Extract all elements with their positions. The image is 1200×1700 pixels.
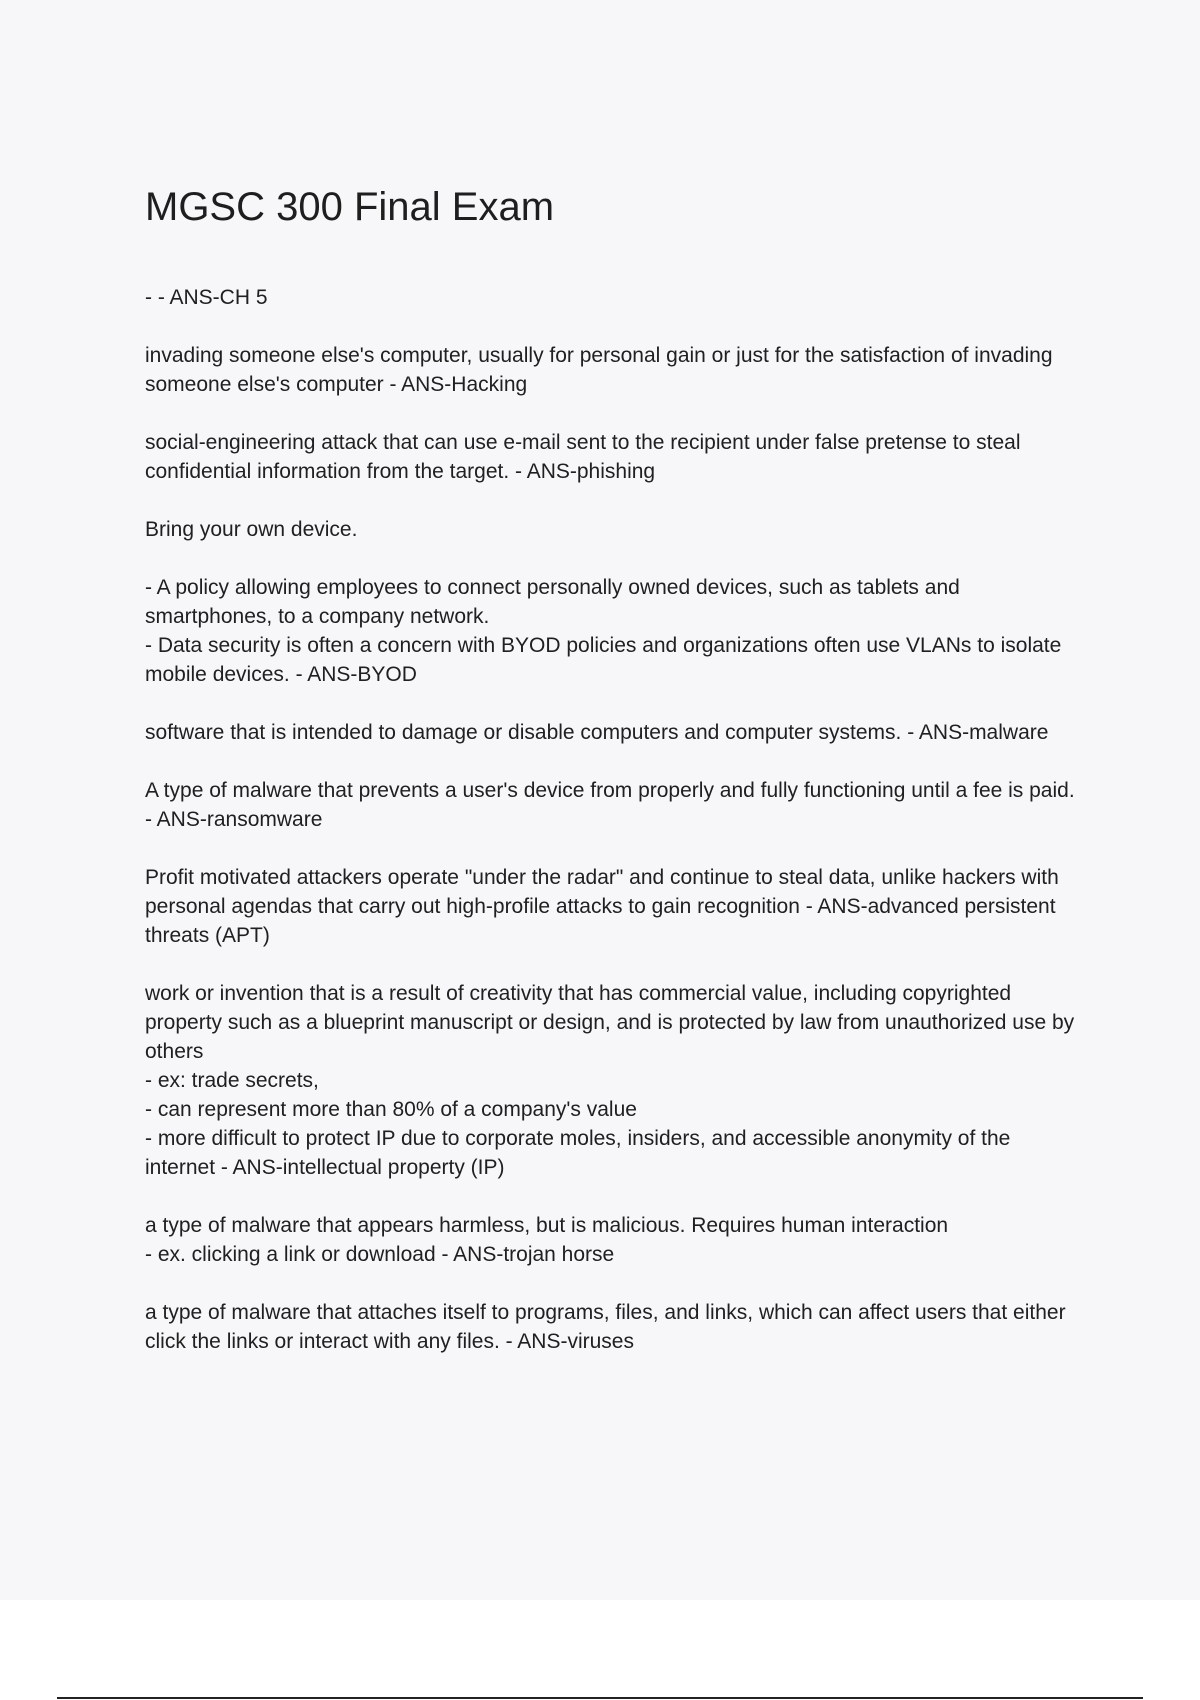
flashcard-entry: Bring your own device. xyxy=(145,518,358,541)
flashcard-entry: - - ANS-CH 5 xyxy=(145,286,268,309)
flashcard-entry: Profit motivated attackers operate "under the radar" and continue to steal data, unlike hackers with personal agendas that carry out high-profile attacks to gain recognition - ANS-advanced persistent threats (APT) xyxy=(145,866,1059,947)
flashcard-entry: a type of malware that attaches itself to programs, files, and links, which can affect users that either click the links or interact with any files. - ANS-viruses xyxy=(145,1301,1066,1353)
document-title: MGSC 300 Final Exam xyxy=(145,185,555,229)
page-divider xyxy=(57,1697,1143,1699)
flashcard-entry: A type of malware that prevents a user's device from properly and fully functioning until a fee is paid. - ANS-ransomware xyxy=(145,779,1075,831)
flashcard-entry: - A policy allowing employees to connect personally owned devices, such as tablets and smartphones, to a company network. - Data security is often a concern with BYOD policies and organizations often use VLANs to isolate mobile devices. - ANS-BYOD xyxy=(145,576,1062,686)
flashcard-entry: social-engineering attack that can use e-mail sent to the recipient under false pretense to steal confidential information from the target. - ANS-phishing xyxy=(145,431,1021,483)
flashcard-entry: a type of malware that appears harmless, but is malicious. Requires human interaction - ex. clicking a link or download - ANS-trojan horse xyxy=(145,1214,949,1266)
flashcard-entry: software that is intended to damage or disable computers and computer systems. - ANS-malware xyxy=(145,721,1049,744)
document-content xyxy=(145,182,1085,1385)
flashcard-entry: invading someone else's computer, usually for personal gain or just for the satisfaction of invading someone else's computer - ANS-Hacking xyxy=(145,344,1053,396)
flashcard-entry: work or invention that is a result of creativity that has commercial value, including copyrighted property such as a blueprint manuscript or design, and is protected by law from unauthorized use by others - ex: trade secrets, - can represent more than 80% of a company's value - more difficult to protect IP due to corporate moles, insiders, and accessible anonymity of the internet - ANS-intellectual property (IP) xyxy=(145,982,1075,1179)
